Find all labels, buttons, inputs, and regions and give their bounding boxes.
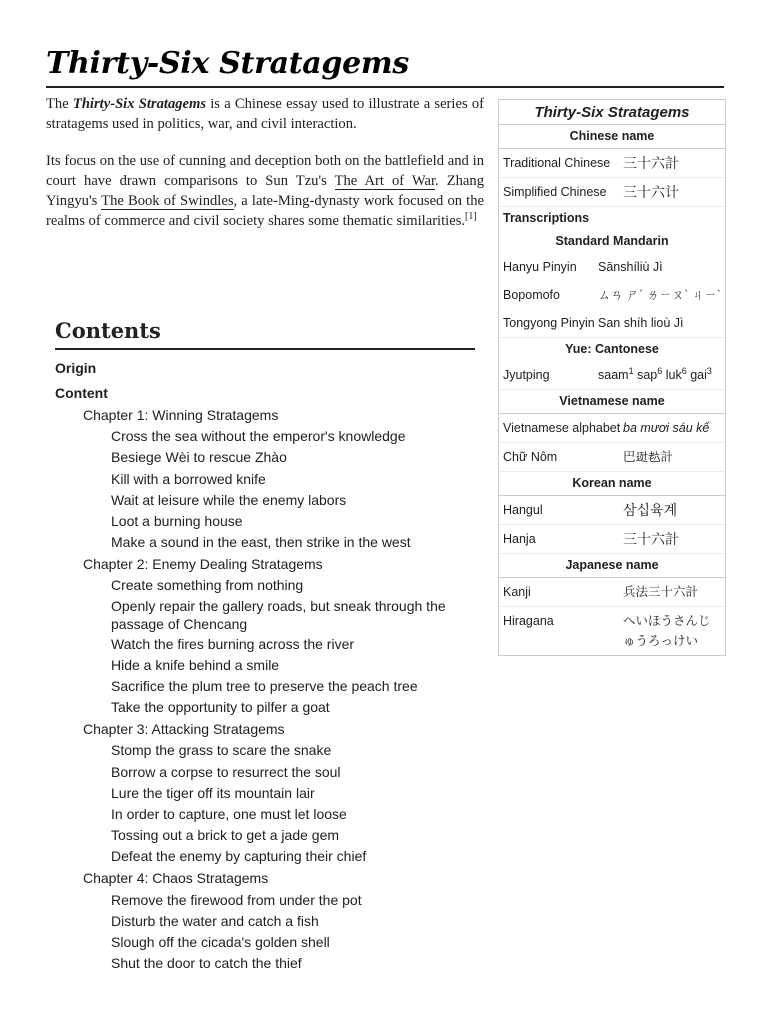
infobox-value <box>598 365 721 385</box>
toc-stratagem[interactable]: Lure the tiger off its mountain lair <box>111 784 315 801</box>
reference-link[interactable]: [1] <box>465 211 477 223</box>
infobox-row-pinyin <box>499 253 725 281</box>
infobox-label: Hangul <box>503 503 543 517</box>
infobox-label: Chữ Nôm <box>503 450 558 464</box>
infobox-value: 三十六計 <box>623 531 679 547</box>
toc-stratagem[interactable]: Borrow a corpse to resurrect the soul <box>111 763 341 780</box>
infobox-row-jyutping <box>499 361 725 390</box>
toc-stratagem[interactable]: In order to capture, one must let loose <box>111 806 347 822</box>
infobox-label: Hiragana <box>503 614 554 628</box>
toc-chapter-3[interactable]: Chapter 3: Attacking Stratagems <box>83 721 285 738</box>
infobox-label: Hanja <box>503 532 536 546</box>
intro-text-segment: The <box>46 96 73 112</box>
intro-text-segment: . Zhang Yingyu's <box>46 172 484 210</box>
toc-stratagem[interactable]: Wait at leisure while the enemy labors <box>111 491 347 508</box>
table-of-contents <box>55 316 475 973</box>
jyutping-syllable: saam <box>598 368 629 382</box>
toc-stratagem[interactable]: Tossing out a brick to get a jade gem <box>111 827 340 844</box>
toc-item-origin[interactable]: Origin <box>55 360 97 376</box>
infobox-label: Vietnamese alphabet <box>503 421 621 435</box>
infobox-label: Jyutping <box>503 368 550 382</box>
toc-stratagem[interactable]: Slough off the cicada's golden shell <box>111 933 330 950</box>
page-title: Thirty-Six Stratagems <box>46 44 724 88</box>
infobox-row-hiragana <box>499 607 725 655</box>
intro-text-segment: is a Chinese essay used to illustrate a series of stratagems used in politics, war, and civil interaction. <box>46 96 484 133</box>
infobox-header-japanese: Japanese name <box>499 554 725 578</box>
infobox-header-transcriptions: Transcriptions <box>503 211 590 225</box>
intro-text <box>46 94 484 248</box>
infobox-row-chunom <box>499 443 725 472</box>
intro-paragraph-2 <box>46 151 484 232</box>
infobox-label: Tongyong Pinyin <box>503 316 595 330</box>
toc-stratagem[interactable]: Defeat the enemy by capturing their chief <box>111 848 367 865</box>
toc-stratagem[interactable]: Kill with a borrowed knife <box>111 470 266 487</box>
toc-stratagem[interactable]: Loot a burning house <box>111 512 243 529</box>
infobox-header-mandarin: Standard Mandarin <box>555 234 669 248</box>
intro-text-segment: Its focus on the use of cunning and deception both on the battlefield and in court have drawn comparisons to Sun Tzu's <box>46 152 484 189</box>
toc-stratagem[interactable]: Hide a knife behind a smile <box>111 656 280 673</box>
infobox-title: Thirty-Six Stratagems <box>499 100 725 125</box>
tone-number: 6 <box>681 365 687 376</box>
infobox-header-vietnamese: Vietnamese name <box>499 390 725 414</box>
infobox-value: ba mươi sáu kế <box>623 421 710 435</box>
jyutping-syllable: luk <box>662 368 682 382</box>
toc-stratagem[interactable]: Stomp the grass to scare the snake <box>111 742 332 759</box>
link-art-of-war[interactable]: The Art of War <box>334 172 436 189</box>
infobox-value: 巴𨒒𦒹計 <box>623 450 674 464</box>
toc-stratagem[interactable]: Besiege Wèi to rescue Zhào <box>111 449 287 466</box>
infobox-label: Traditional Chinese <box>503 156 611 170</box>
toc-stratagem[interactable]: Sacrifice the plum tree to preserve the peach tree <box>111 678 418 695</box>
infobox-value: へいほうさんじゅうろっけい <box>623 614 711 648</box>
tone-number: 6 <box>657 365 663 376</box>
infobox-value: 삼십육계 <box>623 502 678 518</box>
toc-stratagem[interactable]: Watch the fires burning across the river <box>111 635 355 652</box>
toc-item-content[interactable]: Content <box>55 385 108 401</box>
toc-stratagem[interactable]: Remove the firewood from under the pot <box>111 891 362 908</box>
jyutping-syllable: gai <box>686 368 707 382</box>
infobox-value: San shíh lioù Jì <box>598 316 684 330</box>
toc-stratagem[interactable]: Shut the door to catch the thief <box>111 955 302 972</box>
infobox-row-bopomofo <box>499 281 725 309</box>
infobox-row-hangul <box>499 496 725 525</box>
toc-chapter-1[interactable]: Chapter 1: Winning Stratagems <box>83 407 279 423</box>
toc-stratagem[interactable]: Make a sound in the east, then strike in the west <box>111 534 411 551</box>
infobox <box>498 99 726 656</box>
infobox-row-simplified <box>499 178 725 207</box>
infobox-header-korean: Korean name <box>499 472 725 496</box>
intro-paragraph-1 <box>46 94 484 135</box>
toc-chapter-4[interactable]: Chapter 4: Chaos Stratagems <box>83 870 269 887</box>
infobox-label: Kanji <box>503 585 531 599</box>
infobox-value: Sānshíliù Jì <box>598 260 663 274</box>
jyutping-syllable: sap <box>633 368 658 382</box>
tone-number: 3 <box>706 365 712 376</box>
link-book-of-swindles[interactable]: The Book of Swindles <box>101 193 234 210</box>
infobox-label: Hanyu Pinyin <box>503 260 577 274</box>
tone-number: 1 <box>628 365 634 376</box>
infobox-row-traditional <box>499 149 725 178</box>
infobox-label: Simplified Chinese <box>503 185 607 199</box>
toc-stratagem[interactable]: Cross the sea without the emperor's knowledge <box>111 428 406 445</box>
infobox-value: ㄙㄢ ㄕˊ ㄌㄧㄡˋ ㄐㄧˋ <box>598 288 721 302</box>
infobox-row-tongyong <box>499 309 725 338</box>
infobox-value: 三十六計 <box>623 155 679 171</box>
infobox-value: 兵法三十六計 <box>623 585 699 599</box>
toc-stratagem[interactable]: Take the opportunity to pilfer a goat <box>111 699 330 716</box>
toc-stratagem[interactable]: Disturb the water and catch a fish <box>111 912 319 929</box>
infobox-header-chinese: Chinese name <box>499 125 725 149</box>
infobox-header-cantonese: Yue: Cantonese <box>565 342 659 356</box>
toc-stratagem[interactable]: Create something from nothing <box>111 577 304 594</box>
infobox-label: Bopomofo <box>503 288 560 302</box>
toc-title: Contents <box>55 316 475 350</box>
intro-text-segment: , a late-Ming-dynasty work focused on the realms of commerce and civil society shares some thematic similarities. <box>46 193 485 230</box>
infobox-row-viet-alphabet <box>499 414 725 443</box>
intro-bold-title: Thirty-Six Stratagems <box>72 96 207 112</box>
infobox-row-hanja <box>499 525 725 554</box>
toc-stratagem[interactable]: Openly repair the gallery roads, but sneak through the passage of Chencang <box>111 597 446 632</box>
toc-chapter-2[interactable]: Chapter 2: Enemy Dealing Stratagems <box>83 556 323 573</box>
infobox-value: 三十六计 <box>623 184 679 200</box>
infobox-row-kanji <box>499 578 725 607</box>
